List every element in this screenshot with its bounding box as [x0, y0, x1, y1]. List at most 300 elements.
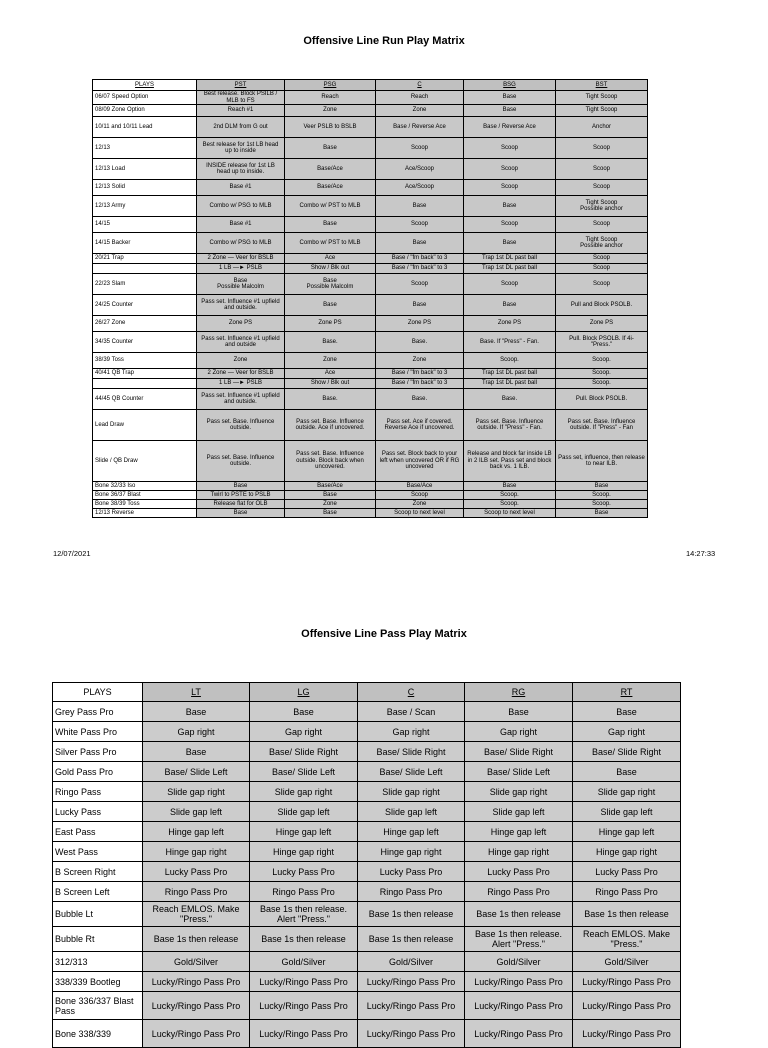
run-assignment-cell: 1 LB —► PSLB — [197, 264, 285, 274]
print-time: 14:27:33 — [686, 549, 716, 558]
run-assignment-cell: Tight Scoop Possible anchor — [556, 196, 648, 217]
pass-assignment-cell: Base/ Slide Left — [250, 762, 358, 782]
pass-table-row — [53, 927, 681, 952]
pass-assignment-cell: Lucky/Ringo Pass Pro — [250, 992, 358, 1020]
pass-header-rg: RG — [465, 683, 573, 702]
run-header-bst: BST — [556, 80, 648, 91]
run-assignment-cell: Scoop — [376, 491, 464, 500]
run-assignment-cell: Zone — [285, 105, 376, 117]
pass-assignment-cell: Hinge gap right — [143, 842, 250, 862]
run-assignment-cell: Pass set. Base. Influence outside. Ace if uncovered. — [285, 410, 376, 441]
run-assignment-cell: Base. — [376, 332, 464, 353]
pass-assignment-cell: Lucky/Ringo Pass Pro — [358, 992, 465, 1020]
run-play-name-cell: 26/27 Zone — [93, 316, 197, 332]
pass-assignment-cell: Lucky/Ringo Pass Pro — [358, 972, 465, 992]
pass-table-row — [53, 822, 681, 842]
pass-header-row — [53, 683, 681, 702]
pass-play-name-cell: Gold Pass Pro — [53, 762, 143, 782]
pass-play-name-cell: East Pass — [53, 822, 143, 842]
pass-assignment-cell: Base — [465, 702, 573, 722]
run-assignment-cell: Scoop — [464, 180, 556, 196]
run-header-bsg: BSG — [464, 80, 556, 91]
run-play-name-cell: 38/39 Toss — [93, 353, 197, 369]
run-assignment-cell: Show / Blk out — [285, 379, 376, 389]
run-table-row — [93, 295, 648, 316]
run-assignment-cell: Ace — [285, 369, 376, 379]
run-assignment-cell: Scoop. — [556, 353, 648, 369]
run-table-row — [93, 491, 648, 500]
pass-assignment-cell: Ringo Pass Pro — [465, 882, 573, 902]
pass-assignment-cell: Slide gap left — [143, 802, 250, 822]
run-matrix-title: Offensive Line Run Play Matrix — [303, 35, 465, 47]
pass-assignment-cell: Lucky/Ringo Pass Pro — [358, 1020, 465, 1048]
run-assignment-cell: Veer PSLB to BSLB — [285, 117, 376, 138]
pass-assignment-cell: Hinge gap right — [465, 842, 573, 862]
run-assignment-cell: Tight Scoop Possible anchor — [556, 233, 648, 254]
run-assignment-cell: Zone — [285, 353, 376, 369]
pass-assignment-cell: Lucky Pass Pro — [465, 862, 573, 882]
run-assignment-cell: Best release. Block PSILB / MLB to FS — [197, 91, 285, 105]
pass-assignment-cell: Hinge gap right — [358, 842, 465, 862]
run-assignment-cell: Base — [197, 509, 285, 518]
pass-assignment-cell: Base/ Slide Right — [358, 742, 465, 762]
pass-table-row — [53, 742, 681, 762]
run-assignment-cell: Base. If "Press" - Fan. — [464, 332, 556, 353]
pass-assignment-cell: Base 1s then release — [465, 902, 573, 927]
pass-assignment-cell: Base/ Slide Right — [250, 742, 358, 762]
pass-assignment-cell: Ringo Pass Pro — [143, 882, 250, 902]
pass-table-row — [53, 702, 681, 722]
run-assignment-cell: Ace — [285, 254, 376, 264]
pass-assignment-cell: Base 1s then release — [358, 902, 465, 927]
run-play-name-cell: 12/13 Reverse — [93, 509, 197, 518]
run-assignment-cell: Base/Ace — [285, 482, 376, 491]
run-assignment-cell: Pass set. Base. Influence outside. — [197, 441, 285, 482]
run-assignment-cell: Base / "fm back" to 3 — [376, 264, 464, 274]
run-play-name-cell — [93, 264, 197, 274]
run-assignment-cell: Zone — [376, 500, 464, 509]
pass-matrix-title: Offensive Line Pass Play Matrix — [301, 628, 467, 640]
run-assignment-cell: Zone — [197, 353, 285, 369]
pass-assignment-cell: Lucky Pass Pro — [573, 862, 681, 882]
run-play-name-cell: 10/11 and 10/11 Lead — [93, 117, 197, 138]
run-play-name-cell: 22/23 Slam — [93, 274, 197, 295]
run-table-body — [93, 91, 648, 518]
pass-table-row — [53, 762, 681, 782]
run-assignment-cell: Base Possible Malcolm — [285, 274, 376, 295]
pass-assignment-cell: Lucky/Ringo Pass Pro — [573, 972, 681, 992]
pass-table-row — [53, 972, 681, 992]
run-assignment-cell: Base — [376, 196, 464, 217]
run-assignment-cell: Base/Ace — [376, 482, 464, 491]
run-assignment-cell: Anchor — [556, 117, 648, 138]
pass-assignment-cell: Hinge gap left — [143, 822, 250, 842]
run-assignment-cell: 2 Zone — Veer for BSLB — [197, 369, 285, 379]
pass-assignment-cell: Base — [250, 702, 358, 722]
run-assignment-cell: Scoop to next level — [464, 509, 556, 518]
run-table-row — [93, 159, 648, 180]
run-assignment-cell: 2 Zone — Veer for BSLB — [197, 254, 285, 264]
pass-play-name-cell: White Pass Pro — [53, 722, 143, 742]
run-table-row — [93, 500, 648, 509]
pass-assignment-cell: Base/ Slide Left — [358, 762, 465, 782]
run-assignment-cell: Zone PS — [285, 316, 376, 332]
pass-assignment-cell: Reach EMLOS. Make "Press." — [573, 927, 681, 952]
run-assignment-cell: Pass set. Base. Influence outside. If "Press" - Fan. — [464, 410, 556, 441]
pass-assignment-cell: Hinge gap left — [573, 822, 681, 842]
run-assignment-cell: Scoop — [464, 274, 556, 295]
run-play-name-cell: Bone 38/39 Toss — [93, 500, 197, 509]
pass-assignment-cell: Lucky/Ringo Pass Pro — [250, 1020, 358, 1048]
run-assignment-cell: Base — [376, 233, 464, 254]
run-assignment-cell: Pass set. Base. Influence outside. Block back when uncovered. — [285, 441, 376, 482]
pass-play-name-cell: Bubble Lt — [53, 902, 143, 927]
run-assignment-cell: Scoop. — [464, 500, 556, 509]
run-assignment-cell: Scoop. — [556, 500, 648, 509]
run-assignment-cell: Pass set. Ace if covered. Reverse Ace if uncovered. — [376, 410, 464, 441]
run-assignment-cell: Scoop. — [464, 353, 556, 369]
run-table-row — [93, 138, 648, 159]
run-assignment-cell: Scoop — [376, 217, 464, 233]
run-assignment-cell: Pass set, influence, then release to near ILB. — [556, 441, 648, 482]
run-play-name-cell: 34/35 Counter — [93, 332, 197, 353]
run-assignment-cell: Release and block far inside LB in 2 ILB set. Pass set and block back vs. 1 ILB. — [464, 441, 556, 482]
run-assignment-cell: Pass set. Base. Influence outside. If "Press" - Fan — [556, 410, 648, 441]
pass-play-name-cell: Ringo Pass — [53, 782, 143, 802]
run-assignment-cell: Release flat for OLB — [197, 500, 285, 509]
pass-table-row — [53, 952, 681, 972]
run-assignment-cell: Base — [285, 295, 376, 316]
pass-assignment-cell: Slide gap left — [573, 802, 681, 822]
pass-assignment-cell: Base — [573, 762, 681, 782]
pass-assignment-cell: Lucky/Ringo Pass Pro — [465, 972, 573, 992]
run-assignment-cell: Reach — [376, 91, 464, 105]
pass-assignment-cell: Lucky/Ringo Pass Pro — [465, 992, 573, 1020]
run-header-pst: PST — [197, 80, 285, 91]
run-assignment-cell: Scoop — [556, 217, 648, 233]
run-assignment-cell: Combo w/ PST to MLB — [285, 233, 376, 254]
pass-assignment-cell: Hinge gap right — [250, 842, 358, 862]
run-assignment-cell: Trap 1st DL past ball — [464, 379, 556, 389]
run-assignment-cell: Base — [285, 217, 376, 233]
pass-table-row — [53, 802, 681, 822]
run-assignment-cell: Pass set. Influence #1 upfield and outside — [197, 332, 285, 353]
pass-assignment-cell: Slide gap left — [358, 802, 465, 822]
pass-assignment-cell: Slide gap right — [143, 782, 250, 802]
pass-assignment-cell: Lucky Pass Pro — [143, 862, 250, 882]
run-assignment-cell: Zone — [285, 500, 376, 509]
run-assignment-cell: Base — [197, 482, 285, 491]
run-assignment-cell: Trap 1st DL past ball — [464, 254, 556, 264]
run-assignment-cell: Base — [285, 509, 376, 518]
pass-table-row — [53, 862, 681, 882]
run-table-row — [93, 379, 648, 389]
pass-assignment-cell: Slide gap right — [465, 782, 573, 802]
run-assignment-cell: Scoop — [464, 138, 556, 159]
pass-assignment-cell: Base 1s then release — [573, 902, 681, 927]
run-play-name-cell: 14/15 Backer — [93, 233, 197, 254]
run-assignment-cell: Scoop — [464, 217, 556, 233]
pass-play-name-cell: Bone 338/339 — [53, 1020, 143, 1048]
run-assignment-cell: Base / "fm back" to 3 — [376, 369, 464, 379]
run-play-name-cell: 12/13 Solid — [93, 180, 197, 196]
pass-assignment-cell: Lucky/Ringo Pass Pro — [573, 1020, 681, 1048]
run-header-row — [93, 80, 648, 91]
run-assignment-cell: Base Possible Malcolm — [197, 274, 285, 295]
run-assignment-cell: Scoop — [556, 264, 648, 274]
run-play-name-cell: 06/07 Speed Option — [93, 91, 197, 105]
run-table-row — [93, 217, 648, 233]
pass-assignment-cell: Base — [143, 742, 250, 762]
pass-play-name-cell: B Screen Left — [53, 882, 143, 902]
run-assignment-cell: Zone PS — [464, 316, 556, 332]
pass-play-name-cell: Lucky Pass — [53, 802, 143, 822]
run-play-name-cell: 40/41 QB Trap — [93, 369, 197, 379]
run-table-row — [93, 274, 648, 295]
run-table-row — [93, 254, 648, 264]
pass-assignment-cell: Gold/Silver — [143, 952, 250, 972]
pass-table-row — [53, 882, 681, 902]
pass-assignment-cell: Lucky Pass Pro — [250, 862, 358, 882]
run-play-name-cell: Lead Draw — [93, 410, 197, 441]
pass-assignment-cell: Ringo Pass Pro — [358, 882, 465, 902]
pass-assignment-cell: Lucky/Ringo Pass Pro — [143, 972, 250, 992]
pass-assignment-cell: Base — [143, 702, 250, 722]
run-table-row — [93, 316, 648, 332]
pass-assignment-cell: Lucky/Ringo Pass Pro — [465, 1020, 573, 1048]
pass-assignment-cell: Slide gap right — [250, 782, 358, 802]
pass-assignment-cell: Gold/Silver — [573, 952, 681, 972]
run-table-row — [93, 196, 648, 217]
run-assignment-cell: Base / Reverse Ace — [376, 117, 464, 138]
pass-assignment-cell: Hinge gap right — [573, 842, 681, 862]
run-assignment-cell: Base / Reverse Ace — [464, 117, 556, 138]
run-assignment-cell: Scoop. — [556, 369, 648, 379]
run-assignment-cell: Base — [464, 105, 556, 117]
run-assignment-cell: Best release for 1st LB head up to inside — [197, 138, 285, 159]
run-assignment-cell: Zone PS — [556, 316, 648, 332]
pass-assignment-cell: Gold/Silver — [250, 952, 358, 972]
pass-header-rt: RT — [573, 683, 681, 702]
run-assignment-cell: Base — [464, 196, 556, 217]
run-play-name-cell: 12/13 Load — [93, 159, 197, 180]
run-assignment-cell: Base — [556, 509, 648, 518]
run-assignment-cell: Base — [556, 482, 648, 491]
pass-play-name-cell: 338/339 Bootleg — [53, 972, 143, 992]
run-assignment-cell: Scoop — [556, 274, 648, 295]
run-play-name-cell: Slide / QB Draw — [93, 441, 197, 482]
run-assignment-cell: Combo w/ PST to MLB — [285, 196, 376, 217]
run-table-row — [93, 369, 648, 379]
run-play-name-cell: Bone 32/33 Iso — [93, 482, 197, 491]
run-assignment-cell: Scoop to next level — [376, 509, 464, 518]
pass-play-name-cell: B Screen Right — [53, 862, 143, 882]
pass-assignment-cell: Gap right — [573, 722, 681, 742]
pass-assignment-cell: Gap right — [358, 722, 465, 742]
run-play-name-cell: 44/45 QB Counter — [93, 389, 197, 410]
run-assignment-cell: Ace/Scoop — [376, 180, 464, 196]
pass-assignment-cell: Base 1s then release. Alert "Press." — [250, 902, 358, 927]
run-assignment-cell: Scoop — [556, 159, 648, 180]
run-header-psg: PSG — [285, 80, 376, 91]
run-table-row — [93, 441, 648, 482]
pass-table-row — [53, 722, 681, 742]
run-table-row — [93, 509, 648, 518]
run-assignment-cell: Base / "fm back" to 3 — [376, 379, 464, 389]
run-assignment-cell: Zone PS — [376, 316, 464, 332]
pass-assignment-cell: Gold/Silver — [358, 952, 465, 972]
run-assignment-cell: Scoop. — [464, 491, 556, 500]
run-assignment-cell: 2nd DLM from G out — [197, 117, 285, 138]
run-assignment-cell: Scoop. — [556, 379, 648, 389]
pass-assignment-cell: Lucky/Ringo Pass Pro — [143, 992, 250, 1020]
run-assignment-cell: Base. — [285, 389, 376, 410]
run-assignment-cell: Base — [464, 295, 556, 316]
pass-assignment-cell: Base/ Slide Right — [573, 742, 681, 762]
run-assignment-cell: Combo w/ PSG to MLB — [197, 196, 285, 217]
pass-assignment-cell: Slide gap left — [465, 802, 573, 822]
pass-table-body — [53, 702, 681, 1048]
run-assignment-cell: Base — [464, 91, 556, 105]
pass-table-row — [53, 992, 681, 1020]
pass-assignment-cell: Slide gap right — [573, 782, 681, 802]
pass-assignment-cell: Base 1s then release. Alert "Press." — [465, 927, 573, 952]
run-table-row — [93, 105, 648, 117]
pass-assignment-cell: Hinge gap left — [465, 822, 573, 842]
run-assignment-cell: Base — [464, 233, 556, 254]
pass-header-lg: LG — [250, 683, 358, 702]
run-assignment-cell: 1 LB —► PSLB — [197, 379, 285, 389]
run-play-name-cell: 14/15 — [93, 217, 197, 233]
pass-play-name-cell: Silver Pass Pro — [53, 742, 143, 762]
pass-header-c: C — [358, 683, 465, 702]
run-assignment-cell: Scoop. — [556, 491, 648, 500]
run-table-row — [93, 332, 648, 353]
run-table-row — [93, 410, 648, 441]
pass-play-matrix-table — [52, 682, 681, 1048]
pass-assignment-cell: Lucky/Ringo Pass Pro — [573, 992, 681, 1020]
run-table-row — [93, 117, 648, 138]
run-assignment-cell: Base. — [285, 332, 376, 353]
pass-assignment-cell: Lucky/Ringo Pass Pro — [143, 1020, 250, 1048]
run-assignment-cell: Trap 1st DL past ball — [464, 369, 556, 379]
pass-play-name-cell: 312/313 — [53, 952, 143, 972]
run-assignment-cell: Trap 1st DL past ball — [464, 264, 556, 274]
run-assignment-cell: Base — [376, 295, 464, 316]
run-assignment-cell: Base. — [376, 389, 464, 410]
run-assignment-cell: Base — [285, 138, 376, 159]
pass-play-name-cell: West Pass — [53, 842, 143, 862]
pass-assignment-cell: Gold/Silver — [465, 952, 573, 972]
run-assignment-cell: Tight Scoop — [556, 91, 648, 105]
run-assignment-cell: Zone — [376, 353, 464, 369]
run-assignment-cell: Combo w/ PSG to MLB — [197, 233, 285, 254]
run-assignment-cell: Ace/Scoop — [376, 159, 464, 180]
run-assignment-cell: Base — [285, 491, 376, 500]
run-assignment-cell: Pull. Block PSOLB. If 4i- "Press." — [556, 332, 648, 353]
run-assignment-cell: Tight Scoop — [556, 105, 648, 117]
run-assignment-cell: Base #1 — [197, 217, 285, 233]
pass-play-name-cell: Bone 336/337 Blast Pass — [53, 992, 143, 1020]
run-play-name-cell: 08/09 Zone Option — [93, 105, 197, 117]
pass-assignment-cell: Hinge gap left — [250, 822, 358, 842]
run-play-matrix-table — [92, 79, 648, 518]
run-assignment-cell: INSIDE release for 1st LB head up to inside. — [197, 159, 285, 180]
run-assignment-cell: Scoop — [556, 180, 648, 196]
run-assignment-cell: Pull. Block PSOLB. — [556, 389, 648, 410]
run-table-row — [93, 389, 648, 410]
pass-assignment-cell: Base/ Slide Left — [465, 762, 573, 782]
pass-assignment-cell: Base / Scan — [358, 702, 465, 722]
run-table-row — [93, 353, 648, 369]
run-assignment-cell: Zone PS — [197, 316, 285, 332]
run-assignment-cell: Reach #1 — [197, 105, 285, 117]
run-table-row — [93, 482, 648, 491]
pass-assignment-cell: Lucky Pass Pro — [358, 862, 465, 882]
run-table-row — [93, 91, 648, 105]
pass-table-row — [53, 782, 681, 802]
run-play-name-cell: Bone 36/37 Blast — [93, 491, 197, 500]
run-assignment-cell: Scoop — [556, 254, 648, 264]
run-assignment-cell: Pass set. Base. Influence outside. — [197, 410, 285, 441]
pass-table-row — [53, 842, 681, 862]
run-assignment-cell: Base. — [464, 389, 556, 410]
run-assignment-cell: Base/Ace — [285, 180, 376, 196]
run-assignment-cell: Pass set. Influence #1 upfield and outside. — [197, 389, 285, 410]
run-assignment-cell: Base/Ace — [285, 159, 376, 180]
run-assignment-cell: Pass set. Block back to your left when uncovered OR if RG uncovered — [376, 441, 464, 482]
pass-assignment-cell: Base 1s then release — [250, 927, 358, 952]
pass-header-plays: PLAYS — [53, 683, 143, 702]
pass-assignment-cell: Lucky/Ringo Pass Pro — [250, 972, 358, 992]
pass-assignment-cell: Base/ Slide Left — [143, 762, 250, 782]
print-date: 12/07/2021 — [53, 549, 91, 558]
run-play-name-cell: 24/25 Counter — [93, 295, 197, 316]
run-assignment-cell: Zone — [376, 105, 464, 117]
run-table-row — [93, 233, 648, 254]
run-assignment-cell: Pass set. Influence #1 upfield and outside. — [197, 295, 285, 316]
pass-assignment-cell: Gap right — [250, 722, 358, 742]
pass-table-row — [53, 902, 681, 927]
run-play-name-cell: 12/13 — [93, 138, 197, 159]
run-assignment-cell: Twirl to PSTE to PSLB — [197, 491, 285, 500]
run-assignment-cell: Scoop — [464, 159, 556, 180]
run-assignment-cell: Reach — [285, 91, 376, 105]
pass-assignment-cell: Ringo Pass Pro — [250, 882, 358, 902]
run-assignment-cell: Base — [464, 482, 556, 491]
run-assignment-cell: Base / "fm back" to 3 — [376, 254, 464, 264]
pass-assignment-cell: Gap right — [143, 722, 250, 742]
run-header-plays: PLAYS — [93, 80, 197, 91]
run-assignment-cell: Pull and Block PSOLB. — [556, 295, 648, 316]
run-table-row — [93, 264, 648, 274]
pass-assignment-cell: Slide gap left — [250, 802, 358, 822]
run-assignment-cell: Scoop — [556, 138, 648, 159]
run-table-row — [93, 180, 648, 196]
run-assignment-cell: Show / Blk out — [285, 264, 376, 274]
pass-assignment-cell: Base — [573, 702, 681, 722]
pass-assignment-cell: Slide gap right — [358, 782, 465, 802]
pass-assignment-cell: Reach EMLOS. Make "Press." — [143, 902, 250, 927]
run-assignment-cell: Scoop — [376, 138, 464, 159]
pass-assignment-cell: Gap right — [465, 722, 573, 742]
pass-header-lt: LT — [143, 683, 250, 702]
pass-assignment-cell: Base/ Slide Right — [465, 742, 573, 762]
run-play-name-cell: 12/13 Army — [93, 196, 197, 217]
run-assignment-cell: Base #1 — [197, 180, 285, 196]
run-play-name-cell: 20/21 Trap — [93, 254, 197, 264]
pass-assignment-cell: Ringo Pass Pro — [573, 882, 681, 902]
